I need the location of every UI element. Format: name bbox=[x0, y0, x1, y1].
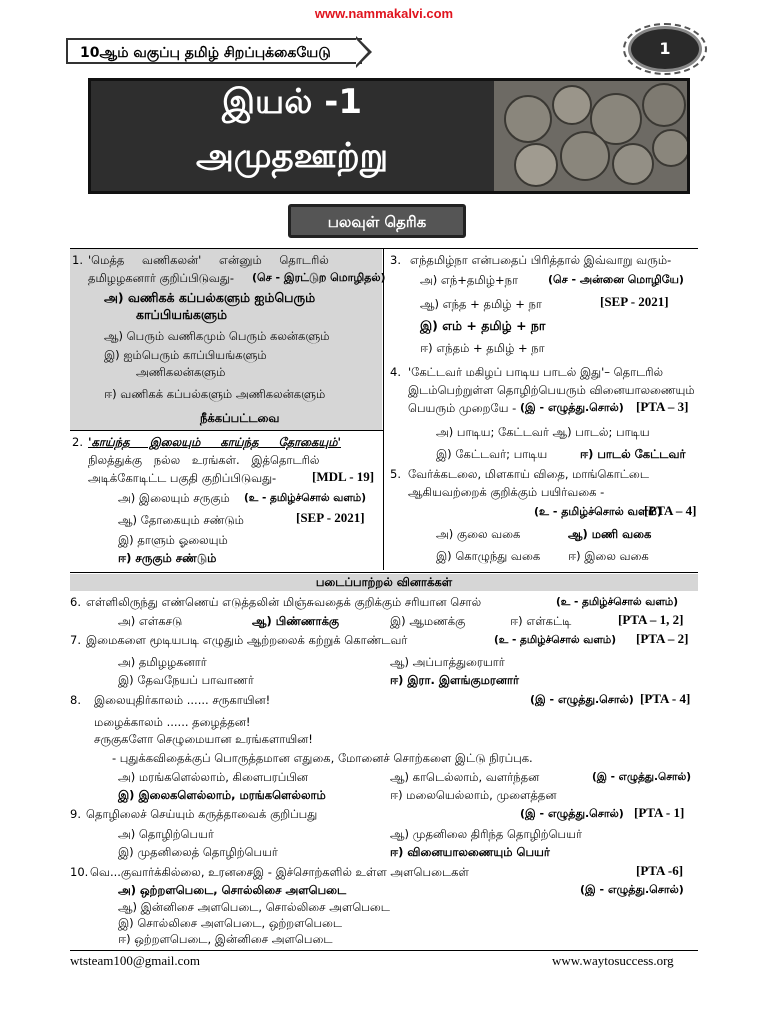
q10-number: 10. bbox=[70, 865, 89, 879]
q4-number: 4. bbox=[390, 365, 401, 379]
q2-option-c: இ) தாளும் ஓலையும் bbox=[118, 533, 228, 547]
q6-tag: (உ - தமிழ்ச்சொல் வளம்) bbox=[556, 596, 679, 608]
q10-stem: வெ...குவார்க்கில்லை, உரனசைஇ - இச்சொற்களில் உள்ள அளபெடைகள் bbox=[90, 865, 469, 879]
q9-option-b: ஆ) முதனிலை திரிந்த தொழிற்பெயர் bbox=[390, 827, 582, 841]
section-heading-mcq: பலவுள் தெரிக bbox=[288, 204, 466, 238]
q9-stem: தொழிலைச் செய்யும் கருத்தாவைக் குறிப்பது bbox=[86, 807, 318, 821]
q9-tag: (இ - எழுத்து.சொல்) bbox=[520, 807, 624, 820]
q7-pta: [PTA – 2] bbox=[636, 631, 689, 646]
q1-option-b: ஆ) பெரும் வணிகமும் பெரும் கலன்களும் bbox=[104, 329, 330, 343]
q5-number: 5. bbox=[390, 467, 401, 481]
q3-option-a-tag: (செ - அன்னை மொழியே) bbox=[548, 273, 684, 286]
q8-line2: மழைக்காலம் ...... தழைத்தன! bbox=[94, 715, 251, 729]
q6-stem: எள்ளிலிருந்து எண்ணெய் எடுத்தலின் மிஞ்சுவதைக் குறிக்கும் சரியான சொல் bbox=[86, 595, 482, 609]
q10-option-c: இ) சொல்லிசை அளபெடை, ஒற்றளபெடை bbox=[118, 916, 343, 930]
q1-stem-line2: தமிழழகனார் குறிப்பிடுவது- bbox=[88, 271, 234, 285]
q4-tag: (இ - எழுத்து.சொல்) bbox=[520, 401, 624, 414]
q1-option-c: இ) ஐம்பெரும் காப்பியங்களும் bbox=[104, 348, 267, 362]
q1-stem-line1: 'மெத்த வணிகலன்' என்னும் தொடரில் bbox=[88, 253, 329, 267]
q8-line3: சருகுகளோ செழுமையான உரங்களாயின! bbox=[94, 732, 313, 746]
q7-tag: (உ - தமிழ்ச்சொல் வளம்) bbox=[494, 634, 617, 646]
coins-image bbox=[494, 81, 687, 191]
q10-option-a: அ) ஒற்றளபெடை, சொல்லிசை அளபெடை bbox=[118, 883, 347, 897]
q2-stem-line2: நிலத்துக்கு நல்ல உரங்கள். இத்தொடரில் bbox=[88, 453, 320, 467]
q2-pta: [MDL - 19] bbox=[312, 469, 375, 484]
q10-option-b: ஆ) இன்னிசை அளபெடை, சொல்லிசை அளபெடை bbox=[118, 900, 390, 914]
q5-pta: [PTA – 4] bbox=[644, 503, 697, 518]
q4-option-c: இ) கேட்டவர்; பாடிய bbox=[436, 447, 548, 461]
q4-stem-line3: பெயரும் முறையே - bbox=[408, 401, 517, 415]
q3-option-c: இ) எம் + தமிழ் + நா bbox=[420, 318, 546, 333]
q5-option-d: ஈ) இலை வகை bbox=[568, 549, 649, 563]
q6-pta: [PTA – 1, 2] bbox=[618, 612, 684, 627]
q4-stem-line2: இடம்பெற்றுள்ள தொழிற்பெயரும் வினையாலணையும் bbox=[408, 383, 695, 397]
q4-option-d: ஈ) பாடல் கேட்டவர் bbox=[580, 447, 686, 461]
q8-option-d: ஈ) மலையெல்லாம், முளைத்தன bbox=[390, 788, 557, 802]
q1-tag: (செ - இரட்டுற மொழிதல்) bbox=[252, 271, 386, 284]
q5-stem-line1: வேர்க்கடலை, மிளகாய் விதை, மாங்கொட்டை bbox=[408, 467, 649, 481]
q6-option-d: ஈ) எள்கட்டி bbox=[510, 614, 572, 628]
q6-option-b: ஆ) பிண்ணாக்கு bbox=[252, 614, 340, 628]
section-heading-creative: படைப்பாற்றல் வினாக்கள் bbox=[315, 575, 453, 589]
q8-tag: (இ - எழுத்து.சொல்) bbox=[530, 693, 634, 706]
q5-option-c: இ) கொழுந்து வகை bbox=[436, 549, 541, 563]
banner-arrow-inner bbox=[356, 39, 368, 65]
footer-site[interactable]: www.waytosuccess.org bbox=[552, 953, 674, 968]
q1-number: 1. bbox=[72, 253, 83, 267]
q6-option-a: அ) எள்கசடு bbox=[118, 614, 183, 628]
q8-option-b-tag: (இ - எழுத்து.சொல்) bbox=[592, 771, 692, 783]
q4-pta: [PTA – 3] bbox=[636, 399, 689, 414]
q1-removed-note: நீக்கப்பட்டவை bbox=[200, 411, 280, 425]
q8-stem: இலையுதிர்காலம் ...... சருகாயின! bbox=[94, 693, 271, 707]
q1-option-a: அ) வணிகக் கப்பல்களும் ஐம்பெரும் bbox=[104, 290, 316, 305]
q9-number: 9. bbox=[70, 807, 81, 821]
q9-option-d: ஈ) வினையாலணையும் பெயர் bbox=[390, 845, 550, 859]
q6-number: 6. bbox=[70, 595, 81, 609]
q5-stem-line2: ஆகியவற்றைக் குறிக்கும் பயிர்வகை - bbox=[408, 485, 605, 499]
q2-stem-line1: 'காய்ந்த இலையும் காய்ந்த தோகையும்' bbox=[88, 435, 341, 449]
page-number-badge: 1 bbox=[628, 26, 702, 72]
q8-number: 8. bbox=[70, 693, 81, 707]
q8-option-b: ஆ) காடெல்லாம், வளர்ந்தன bbox=[390, 770, 540, 784]
q7-number: 7. bbox=[70, 633, 81, 647]
q3-stem: எந்தமிழ்நா என்பதைப் பிரித்தால் இவ்வாறு வரும்- bbox=[410, 253, 672, 267]
q1-option-d: ஈ) வணிகக் கப்பல்களும் அணிகலன்களும் bbox=[104, 387, 326, 401]
q9-option-c: இ) முதனிலைத் தொழிற்பெயர் bbox=[118, 845, 278, 859]
site-url[interactable]: www.nammakalvi.com bbox=[314, 6, 454, 21]
q5-option-a: அ) குலை வகை bbox=[436, 527, 521, 541]
q10-pta: [PTA -6] bbox=[636, 863, 684, 878]
q3-option-d: ஈ) எந்தம் + தமிழ் + நா bbox=[420, 341, 545, 355]
q4-option-ab: அ) பாடிய; கேட்டவர் ஆ) பாடல்; பாடிய bbox=[436, 425, 650, 439]
q2-option-a: அ) இலையும் சருகும் bbox=[118, 491, 230, 505]
q2-option-b: ஆ) தோகையும் சண்டும் bbox=[118, 513, 244, 527]
q8-pta: [PTA - 4] bbox=[640, 691, 691, 706]
q8-option-c: இ) இலைகளெல்லாம், மரங்களெல்லாம் bbox=[118, 788, 326, 802]
q7-stem: இமைகளை மூடியபடி எழுதும் ஆற்றலைக் கற்றுக் கொண்டவர் bbox=[86, 633, 408, 647]
q7-option-d: ஈ) இரா. இளங்குமரனார் bbox=[390, 673, 520, 687]
q3-option-b: ஆ) எந்த + தமிழ் + நா bbox=[420, 297, 542, 311]
q9-pta: [PTA - 1] bbox=[634, 805, 685, 820]
q3-number: 3. bbox=[390, 253, 401, 267]
q3-option-b-tag: [SEP - 2021] bbox=[600, 294, 669, 309]
q5-option-b: ஆ) மணி வகை bbox=[568, 527, 652, 541]
q5-tag: (உ - தமிழ்ச்சொல் வளம்) bbox=[534, 505, 662, 518]
q2-option-b-tag: [SEP - 2021] bbox=[296, 510, 365, 525]
q2-stem-line3: அடிக்கோடிட்ட பகுதி குறிப்பிடுவது- bbox=[88, 471, 277, 485]
q9-option-a: அ) தொழிற்பெயர் bbox=[118, 827, 214, 841]
book-banner: 10ஆம் வகுப்பு தமிழ் சிறப்புக்கையேடு bbox=[66, 38, 362, 64]
q4-stem-line1: 'கேட்டவர் மகிழப் பாடிய பாடல் இது'– தொடரில் bbox=[408, 365, 664, 379]
q7-option-c: இ) தேவநேயப் பாவாணர் bbox=[118, 673, 254, 687]
q2-option-a-tag: (உ - தமிழ்ச்சொல் வளம்) bbox=[244, 492, 367, 504]
q8-option-a: அ) மரங்களெல்லாம், கிளைபரப்பின bbox=[118, 770, 308, 784]
footer-email[interactable]: wtsteam100@gmail.com bbox=[70, 953, 201, 968]
q2-option-d: ஈ) சருகும் சண்டும் bbox=[118, 551, 217, 565]
q2-number: 2. bbox=[72, 435, 83, 449]
q10-tag: (இ - எழுத்து.சொல்) bbox=[580, 883, 684, 896]
q7-option-a: அ) தமிழழகனார் bbox=[118, 655, 207, 669]
q8-instruction: - புதுக்கவிதைக்குப் பொருத்தமான எதுகை, மோனைச் சொற்களை இட்டு நிரப்புக. bbox=[112, 751, 533, 765]
q7-option-b: ஆ) அப்பாத்துரையார் bbox=[390, 655, 505, 669]
q6-option-c: இ) ஆமணக்கு bbox=[390, 614, 466, 628]
q1-option-c-cont: அணிகலன்களும் bbox=[136, 365, 226, 379]
q1-option-a-cont: காப்பியங்களும் bbox=[136, 307, 228, 322]
q10-option-d: ஈ) ஒற்றளபெடை, இன்னிசை அளபெடை bbox=[118, 932, 333, 946]
chapter-title: இயல் -1 bbox=[221, 82, 363, 122]
chapter-subtitle: அமுதஊற்று bbox=[195, 136, 389, 176]
q3-option-a: அ) எந்+தமிழ்+நா bbox=[420, 273, 518, 287]
